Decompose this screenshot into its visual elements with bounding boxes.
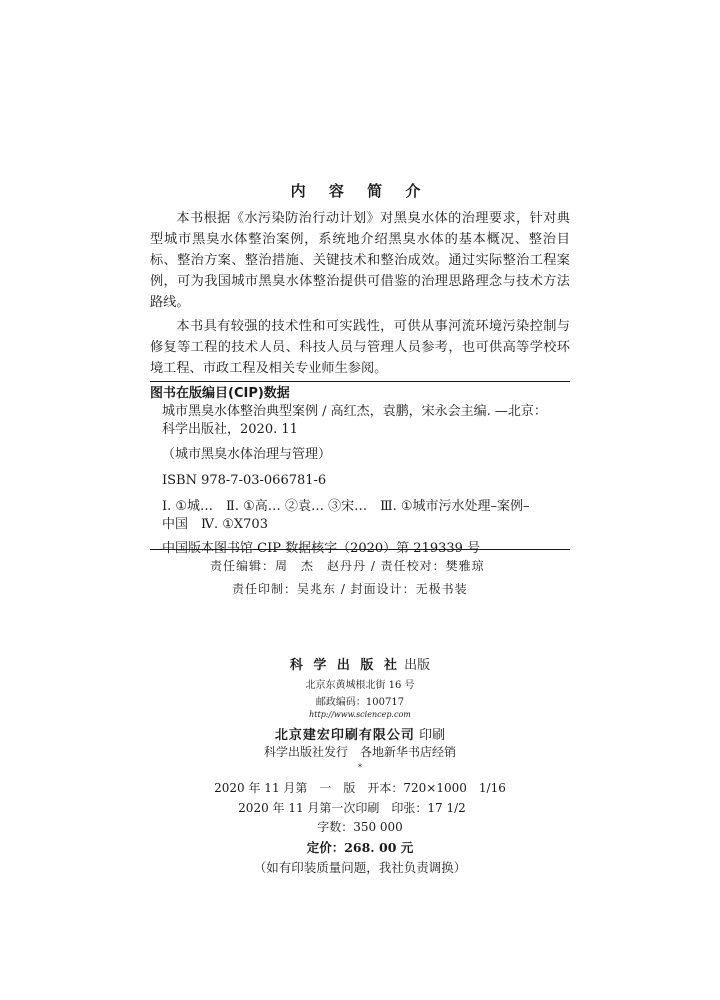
- summary-body: [150, 208, 570, 379]
- printing-line: 2020 年 11 月第一次印刷 印张：17 1/2: [238, 801, 466, 815]
- summary-paragraph: 本书根据《水污染防治行动计划》对黑臭水体的治理要求，针对典型城市黑臭水体整治案例，系统地介绍黑臭水体的基本概况、整治目标、整治方案、整治措施、关键技术和整治成效。通过实际整治工程案例，可为我国城市黑臭水体整治提供可借鉴的治理思路理念与技术方法路线。: [150, 211, 570, 310]
- staff-line: 责任编辑：周 杰 赵丹丹 / 责任校对：樊雅琼: [210, 559, 485, 573]
- summary-heading: 内 容 简 介: [290, 182, 430, 200]
- cip-bottom-rule: [150, 549, 570, 550]
- printer-line: [180, 724, 540, 743]
- edition-line: 2020 年 11 月第 一 版 开本：720×1000 1/16: [214, 781, 506, 795]
- separator-star: *: [358, 763, 362, 772]
- cip-classification: 中国 Ⅳ. ①X703: [162, 517, 268, 532]
- printer-suffix: 印刷: [419, 728, 446, 743]
- cip-block: [150, 385, 570, 558]
- publisher-suffix: 出版: [404, 658, 431, 673]
- publisher-line: [180, 654, 540, 673]
- distribution-line: 科学出版社发行 各地新华书店经销: [263, 745, 456, 759]
- publisher-name: 科 学 出 版 社: [289, 658, 400, 673]
- publisher-url: http://www.sciencep.com: [309, 710, 411, 719]
- summary-paragraph: 本书具有较强的技术性和可实践性，可供从事河流环境污染控制与修复等工程的技术人员、科技人员与管理人员参考，也可供高等学校环境工程、市政工程及相关专业师生参阅。: [150, 319, 570, 376]
- staff-line: 责任印制：吴兆东 / 封面设计：无极书装: [232, 582, 468, 596]
- cip-title-line: 科学出版社，2020. 11: [162, 422, 298, 437]
- cip-heading: 图书在版编目(CIP)数据: [150, 386, 290, 401]
- cip-title-line: 城市黑臭水体整治典型案例 / 高红杰，袁鹏，宋永会主编. —北京：: [162, 404, 547, 419]
- cip-data-number: 中国版本图书馆 CIP 数据核字（2020）第 219339 号: [162, 541, 481, 556]
- price: 定价：268. 00 元: [306, 840, 414, 855]
- printer-name: 北京建宏印刷有限公司: [274, 728, 415, 743]
- word-count: 字数：350 000: [317, 820, 403, 834]
- cip-isbn: ISBN 978-7-03-066781-6: [162, 473, 327, 488]
- quality-notice: （如有印装质量问题，我社负责调换）: [253, 860, 467, 875]
- cip-series: （城市黑臭水体治理与管理）: [162, 447, 332, 462]
- cip-top-rule: [150, 381, 570, 382]
- publisher-address: 北京东黄城根北街 16 号: [305, 680, 415, 691]
- publisher-postcode: 邮政编码：100717: [315, 697, 405, 708]
- cip-classification: Ⅰ. ①城… Ⅱ. ①高… ②袁… ③宋… Ⅲ. ①城市污水处理–案例–: [162, 499, 530, 514]
